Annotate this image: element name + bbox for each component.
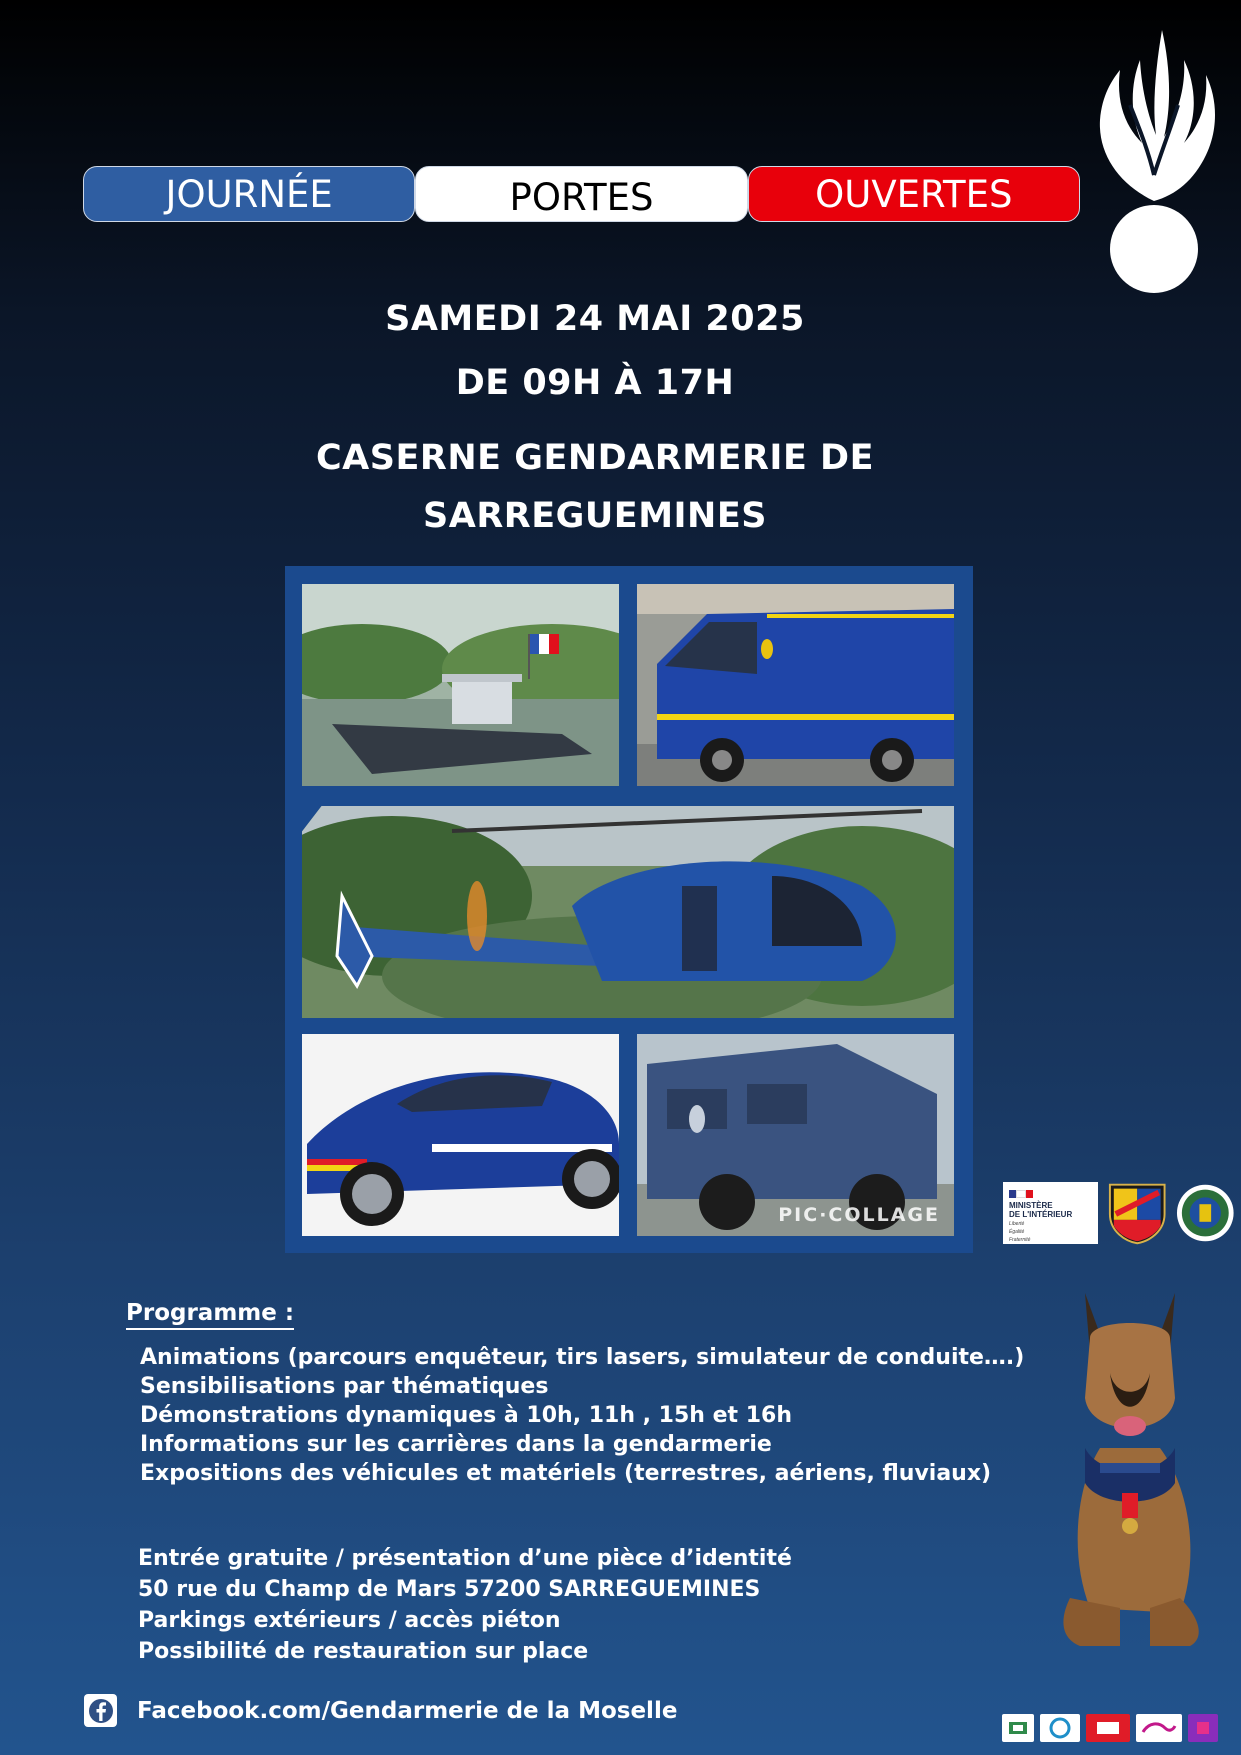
photo-helicopter	[302, 806, 954, 1018]
gendarmerie-flame-icon	[1090, 25, 1220, 300]
ministry-name-line1: MINISTÈRE	[1009, 1201, 1053, 1210]
partner-logo-melodie	[1136, 1714, 1182, 1742]
facebook-page-text[interactable]: Facebook.com/Gendarmerie de la Moselle	[137, 1697, 678, 1724]
facebook-icon	[84, 1694, 117, 1727]
facebook-link[interactable]	[84, 1694, 677, 1727]
gendarmerie-unit-badge-icon	[1176, 1182, 1235, 1244]
partner-logo-1	[1002, 1714, 1034, 1742]
info-item: Entrée gratuite / présentation d’une pièce d’identité	[138, 1546, 792, 1571]
photo-alpine-car	[302, 1034, 619, 1236]
programme-item: Animations (parcours enquêteur, tirs lasers, simulateur de conduite….)	[140, 1345, 1025, 1370]
shield-crest-icon	[1106, 1180, 1168, 1246]
footer-partner-logos	[1002, 1711, 1232, 1745]
info-item: Possibilité de restauration sur place	[138, 1639, 589, 1664]
ministry-motto-2: Égalité	[1009, 1229, 1025, 1235]
ministry-logo	[1003, 1182, 1098, 1244]
practical-info-list	[138, 1543, 792, 1667]
partner-logo-rl	[1086, 1714, 1130, 1742]
programme-item: Informations sur les carrières dans la gendarmerie	[140, 1432, 772, 1457]
info-item: Parkings extérieurs / accès piéton	[138, 1608, 561, 1633]
photo-boat	[302, 584, 619, 786]
banner-word-journee: JOURNÉE	[83, 166, 415, 222]
event-date: SAMEDI 24 MAI 2025	[385, 299, 805, 339]
french-flag-icon	[1009, 1190, 1033, 1198]
photo-van	[637, 584, 954, 786]
banner-word-ouvertes: OUVERTES	[748, 166, 1080, 222]
ministry-motto-1: Liberté	[1009, 1221, 1025, 1227]
ministry-motto-3: Fraternité	[1009, 1237, 1031, 1243]
photo-armored-vehicle	[637, 1034, 954, 1236]
partner-logos	[1003, 1180, 1235, 1246]
programme-item: Expositions des véhicules et matériels (terrestres, aériens, fluviaux)	[140, 1461, 992, 1486]
photo-collage	[285, 566, 973, 1253]
programme-title: Programme :	[126, 1300, 294, 1330]
event-hours: DE 09H À 17H	[455, 363, 735, 403]
event-banner	[83, 166, 1080, 222]
banner-word-portes: PORTES	[415, 166, 747, 222]
ministry-name-line2: DE L'INTÉRIEUR	[1009, 1210, 1073, 1219]
programme-list	[140, 1343, 1024, 1488]
programme-item: Sensibilisations par thématiques	[140, 1374, 549, 1399]
police-dog-image	[1030, 1278, 1230, 1658]
collage-watermark: PIC·COLLAGE	[778, 1204, 940, 1226]
event-place-line1: CASERNE GENDARMERIE DE	[315, 438, 874, 478]
programme-item: Démonstrations dynamiques à 10h, 11h , 15h et 16h	[140, 1403, 792, 1428]
partner-logo-moselle	[1188, 1714, 1218, 1742]
event-place-line2: SARREGUEMINES	[423, 496, 767, 536]
partner-logo-sarreguemines	[1040, 1714, 1080, 1742]
info-item: 50 rue du Champ de Mars 57200 SARREGUEMINES	[138, 1577, 761, 1602]
